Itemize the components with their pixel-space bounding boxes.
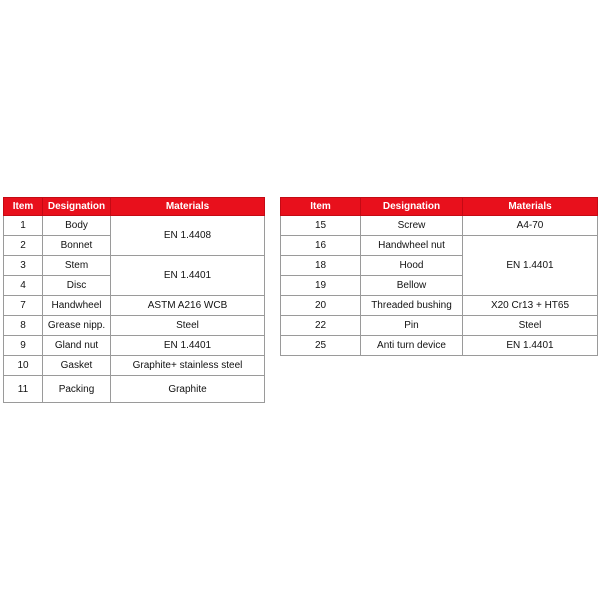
designation-cell: Anti turn device bbox=[361, 336, 463, 356]
designation-cell: Screw bbox=[361, 216, 463, 236]
designation-cell: Handwheel bbox=[43, 296, 111, 316]
header-row bbox=[281, 198, 598, 216]
material-cell: EN 1.4401 bbox=[111, 256, 265, 296]
item-cell: 7 bbox=[4, 296, 43, 316]
designation-cell: Pin bbox=[361, 316, 463, 336]
header-row bbox=[4, 198, 265, 216]
item-cell: 9 bbox=[4, 336, 43, 356]
material-cell: X20 Cr13 + HT65 bbox=[463, 296, 598, 316]
table-row bbox=[281, 316, 598, 336]
table-row bbox=[281, 296, 598, 316]
designation-cell: Gland nut bbox=[43, 336, 111, 356]
designation-cell: Handwheel nut bbox=[361, 236, 463, 256]
table-row bbox=[281, 236, 598, 256]
item-cell: 25 bbox=[281, 336, 361, 356]
header-item: Item bbox=[4, 198, 43, 216]
item-cell: 2 bbox=[4, 236, 43, 256]
material-cell: EN 1.4408 bbox=[111, 216, 265, 256]
item-cell: 11 bbox=[4, 376, 43, 403]
designation-cell: Disc bbox=[43, 276, 111, 296]
material-cell: Steel bbox=[111, 316, 265, 336]
material-cell: Steel bbox=[463, 316, 598, 336]
material-cell: EN 1.4401 bbox=[463, 236, 598, 296]
item-cell: 8 bbox=[4, 316, 43, 336]
table-row bbox=[4, 356, 265, 376]
item-cell: 18 bbox=[281, 256, 361, 276]
table-row bbox=[4, 216, 265, 236]
header-designation: Designation bbox=[43, 198, 111, 216]
material-cell: A4-70 bbox=[463, 216, 598, 236]
material-cell: EN 1.4401 bbox=[111, 336, 265, 356]
table-row bbox=[4, 336, 265, 356]
designation-cell: Gasket bbox=[43, 356, 111, 376]
item-cell: 3 bbox=[4, 256, 43, 276]
item-cell: 22 bbox=[281, 316, 361, 336]
designation-cell: Packing bbox=[43, 376, 111, 403]
designation-cell: Stem bbox=[43, 256, 111, 276]
item-cell: 20 bbox=[281, 296, 361, 316]
designation-cell: Bonnet bbox=[43, 236, 111, 256]
designation-cell: Bellow bbox=[361, 276, 463, 296]
designation-cell: Threaded bushing bbox=[361, 296, 463, 316]
material-cell: EN 1.4401 bbox=[463, 336, 598, 356]
table-row bbox=[281, 336, 598, 356]
item-cell: 19 bbox=[281, 276, 361, 296]
header-item: Item bbox=[281, 198, 361, 216]
table-row bbox=[4, 256, 265, 276]
designation-cell: Hood bbox=[361, 256, 463, 276]
designation-cell: Body bbox=[43, 216, 111, 236]
item-cell: 15 bbox=[281, 216, 361, 236]
header-materials: Materials bbox=[111, 198, 265, 216]
table-row bbox=[281, 216, 598, 236]
item-cell: 4 bbox=[4, 276, 43, 296]
designation-cell: Grease nipp. bbox=[43, 316, 111, 336]
item-cell: 10 bbox=[4, 356, 43, 376]
materials-table-left bbox=[3, 197, 265, 403]
material-cell: Graphite+ stainless steel bbox=[111, 356, 265, 376]
table-row bbox=[4, 376, 265, 403]
table-row bbox=[4, 316, 265, 336]
item-cell: 16 bbox=[281, 236, 361, 256]
materials-table-right bbox=[280, 197, 598, 356]
item-cell: 1 bbox=[4, 216, 43, 236]
header-materials: Materials bbox=[463, 198, 598, 216]
material-cell: ASTM A216 WCB bbox=[111, 296, 265, 316]
header-designation: Designation bbox=[361, 198, 463, 216]
material-cell: Graphite bbox=[111, 376, 265, 403]
table-row bbox=[4, 296, 265, 316]
